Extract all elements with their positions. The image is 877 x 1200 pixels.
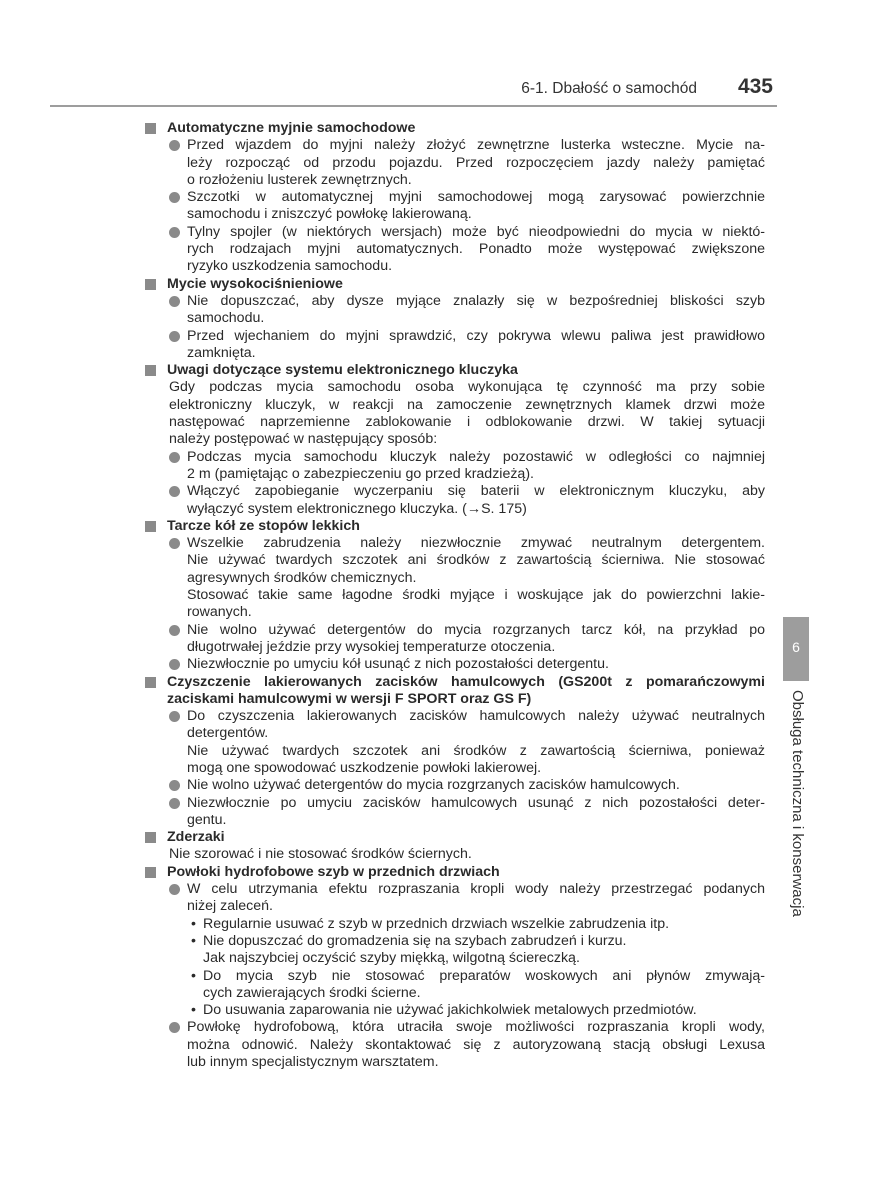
small-dot-icon: • [191,967,196,984]
text-line: należy postępować w następujący sposób: [169,431,438,448]
small-dot-icon: • [191,1002,196,1019]
heading-text: zaciskami hamulcowymi w wersji F SPORT oraz GS F) [167,690,532,707]
round-bullet-icon [169,659,180,670]
text-line: elektroniczny kluczyk, w reakcji na zamoczenie zewnętrznych klamek drzwi może [169,396,765,413]
bullet-item [145,881,765,916]
page-number: 435 [737,75,773,98]
header-rule [50,105,777,107]
text-line: samochodu. [187,310,265,327]
text-line: Do mycia szyb nie stosować preparatów woskowych ani płynów zmywają- [203,967,765,984]
heading-text: Zderzaki [167,829,225,846]
heading-text: Automatyczne myjnie samochodowe [167,120,416,136]
bullet-item [145,656,765,673]
text-line: długotrwałej jeździe przy wysokiej temperaturze otoczenia. [187,638,556,655]
bullet-item [145,293,765,328]
page-header [50,75,777,104]
text-line: można odnowić. Należy skontaktować się z autoryzowaną stacją obsługi Lexusa [187,1036,765,1053]
text-line: Tylny spojler (w niektórych wersjach) może być nieodpowiedni do mycia w niektó- [187,223,765,240]
bullet-item [145,708,765,777]
bullet-item [145,483,765,518]
sub-bullet-item [145,1002,765,1019]
round-bullet-icon [169,331,180,342]
text-line: Podczas mycia samochodu kluczyk należy pozostawić w odległości co najmniej [187,448,765,465]
square-bullet-icon [145,521,156,532]
text-line: Gdy podczas mycia samochodu osoba wykonująca tę czynność ma przy sobie [169,379,765,396]
square-bullet-icon [145,123,156,134]
round-bullet-icon [169,486,180,497]
text-line: rowanych. [187,604,252,621]
heading-text: Powłoki hydrofobowe szyb w przednich drzwiach [167,863,500,880]
page-content [145,120,765,1071]
text-line: 2 m (pamiętając o zabezpieczeniu go przed kradzieżą). [187,465,534,482]
round-bullet-icon [169,140,180,151]
text-line: Nie wolno używać detergentów do mycia rozgrzanych zacisków hamulcowych. [187,777,680,794]
round-bullet-icon [169,711,180,722]
square-bullet-icon [145,677,156,688]
bullet-item [145,622,765,657]
text-line: gentu. [187,811,227,828]
round-bullet-icon [169,296,180,307]
round-bullet-icon [169,538,180,549]
section-heading [145,829,765,846]
chapter-number: 6 [792,639,800,655]
round-bullet-icon [169,798,180,809]
bullet-item [145,137,765,189]
text-line: Do usuwania zaparowania nie używać jakichkolwiek metalowych przedmiotów. [203,1002,697,1019]
chapter-tab [783,617,809,681]
text-line: Jak najszybciej oczyścić szyby miękką, wilgotną ściereczką. [203,950,580,967]
square-bullet-icon [145,832,156,843]
round-bullet-icon [169,884,180,895]
round-bullet-icon [169,1022,180,1033]
bullet-item [145,1019,765,1071]
text-line: Niezwłocznie po umyciu kół usunąć z nich pozostałości detergentu. [187,656,609,673]
bullet-item [145,224,765,276]
bullet-item [145,777,765,794]
text-line: Włączyć zapobieganie wyczerpaniu się baterii w elektronicznym kluczyku, aby [187,483,765,500]
text-line: następować naprzemienne zablokowanie i odblokowanie drzwi. W takiej sytuacji [169,414,765,431]
text-line: Szczotki w automatycznej myjni samochodowej mogą zarysować powierzchnie [187,189,765,206]
sub-bullet-item [145,916,765,933]
text-line: detergentów. [187,725,269,742]
square-bullet-icon [145,867,156,878]
bullet-item [145,328,765,363]
heading-text: Tarcze kół ze stopów lekkich [167,517,360,534]
section-heading [145,276,765,293]
section-heading [145,362,765,379]
text-line: Nie dopuszczać do gromadzenia się na szybach zabrudzeń i kurzu. [203,932,627,949]
square-bullet-icon [145,279,156,290]
text-line: Nie używać twardych szczotek ani środków z zawartością ścierniwa, ponieważ [187,742,765,759]
section-heading [145,674,765,709]
square-bullet-icon [145,365,156,376]
text-line: Przed wjazdem do myjni należy złożyć zewnętrzne lusterka wsteczne. Mycie na- [187,137,765,154]
text-line: ryzyko uszkodzenia samochodu. [187,258,393,275]
text-line: agresywnych środków chemicznych. [187,569,417,586]
bullet-item [145,795,765,830]
text-line: niżej zaleceń. [187,898,273,915]
bullet-item [145,189,765,224]
text-line: Nie szorować i nie stosować środków ściernych. [169,846,472,863]
text-line: Do czyszczenia lakierowanych zacisków hamulcowych należy używać neutralnych [187,708,765,725]
text-line: zamknięta. [187,344,256,361]
text-line: Nie dopuszczać, aby dysze myjące znalazły się w bezpośredniej bliskości szyb [187,292,765,309]
round-bullet-icon [169,780,180,791]
text-line: Wszelkie zabrudzenia należy niezwłocznie zmywać neutralnym detergentem. [187,535,765,552]
text-line: lub innym specjalistycznym warsztatem. [187,1054,439,1071]
text-line: Nie używać twardych szczotek ani środków z zawartością ścierniwa. Nie stosować [187,552,765,569]
small-dot-icon: • [191,915,196,932]
text-line: wyłączyć system elektronicznego kluczyka. (→S. 175) [187,500,527,517]
section-heading [145,120,765,137]
sub-bullet-item [145,933,765,968]
bullet-item [145,449,765,484]
paragraph [145,379,765,448]
text-line: Nie wolno używać detergentów do mycia rozgrzanych tarcz kół, na przykład po [187,621,765,638]
chapter-title: 6-1. Dbałość o samochód [521,80,697,97]
section-heading [145,518,765,535]
text-line: leży rozpocząć od przodu pojazdu. Przed rozpoczęciem jazdy należy pamiętać [187,154,765,171]
round-bullet-icon [169,625,180,636]
round-bullet-icon [169,452,180,463]
text-line: Regularnie usuwać z szyb w przednich drzwiach wszelkie zabrudzenia itp. [203,915,670,932]
text-line: Powłokę hydrofobową, która utraciła swoje możliwości rozpraszania kropli wody, [187,1019,765,1036]
chapter-side-label: Obsługa techniczna i konserwacja [789,690,806,917]
text-line: cych zawierających środki ścierne. [203,984,421,1001]
small-dot-icon: • [191,932,196,949]
text-line: o rozłożeniu lusterek zewnętrznych. [187,171,412,188]
text-line: mogą one spowodować uszkodzenie powłoki lakierowej. [187,759,542,776]
heading-text: Uwagi dotyczące systemu elektronicznego kluczyka [167,362,518,379]
round-bullet-icon [169,227,180,238]
text-line: W celu utrzymania efektu rozpraszania kropli wody należy przestrzegać podanych [187,881,765,898]
text-line: samochodu i zniszczyć powłokę lakierowaną. [187,206,472,223]
heading-text: Czyszczenie lakierowanych zacisków hamulcowych (GS200t z pomarańczowymi [167,673,765,690]
round-bullet-icon [169,192,180,203]
bullet-item [145,535,765,621]
paragraph [145,846,765,863]
section-heading [145,864,765,881]
text-line: Przed wjechaniem do myjni sprawdzić, czy pokrywa wlewu paliwa jest prawidłowo [187,327,765,344]
heading-text: Mycie wysokociśnieniowe [167,275,343,292]
text-line: rych rodzajach myjni automatycznych. Ponadto może występować zwiększone [187,241,765,258]
text-line: Niezwłocznie po umyciu zacisków hamulcowych usunąć z nich pozostałości deter- [187,794,765,811]
sub-bullet-item [145,968,765,1003]
text-line: Stosować takie same łagodne środki myjące i woskujące jak do powierzchni lakie- [187,587,765,604]
